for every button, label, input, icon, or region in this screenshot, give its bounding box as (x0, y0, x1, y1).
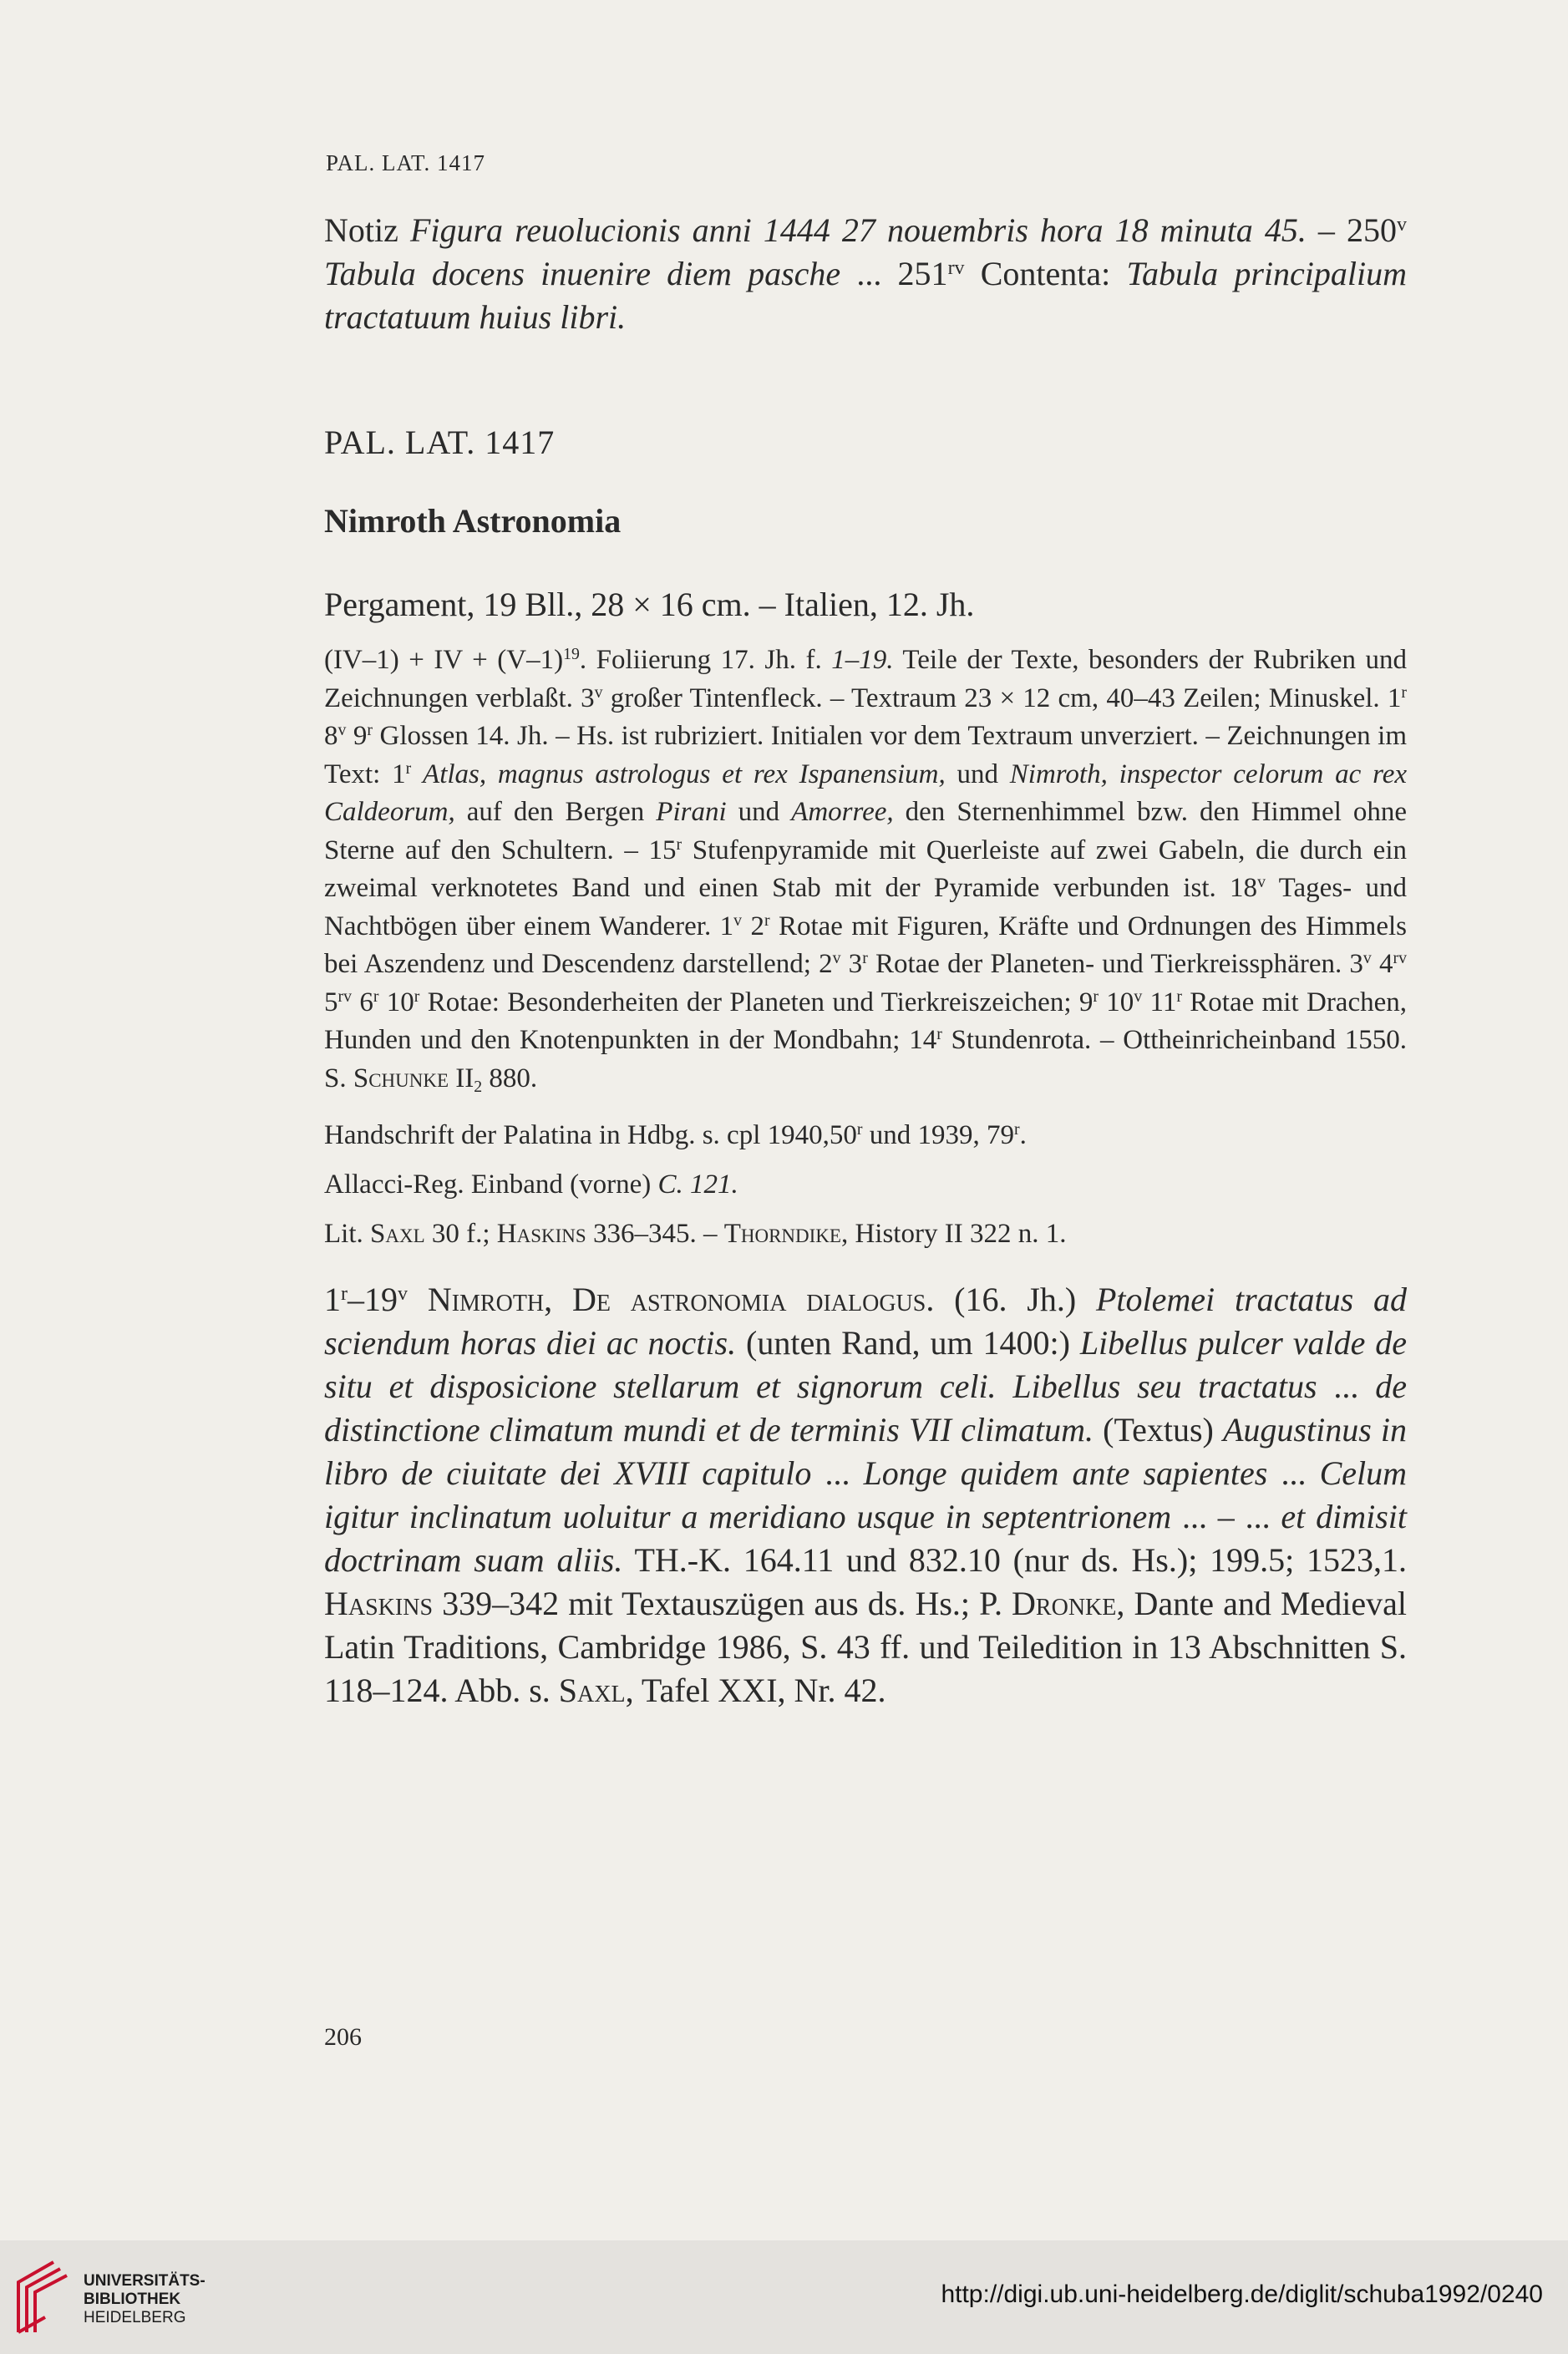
main-italic: Augustinus in libro de ciuitate dei XVIII capitulo (324, 1411, 1407, 1492)
b1-text: Stundenrota. – Ottheinricheinband 1550. S. (324, 1025, 1407, 1093)
b1-text: 9 (346, 721, 368, 751)
folio-sup: r (676, 835, 683, 854)
b1-text: Stufenpyramide mit Querleiste auf zwei Gabeln, die durch ein zweimal verknotetes Band und einen Stab mit der Pyramide verbunden ist. 18 (324, 835, 1407, 903)
author-smallcaps: Dronke (1012, 1585, 1117, 1622)
running-head: PAL. LAT. 1417 (326, 150, 486, 175)
b1-text: 8 (324, 721, 338, 751)
b1-text: Teile der Texte, besonders der Rubriken und Zeichnungen verblaßt. 3 (324, 645, 1407, 713)
physical-description: Pergament, 19 Bll., 28 × 16 cm. – Italien, 12. Jh. (324, 586, 975, 623)
b1-text: und (726, 797, 792, 827)
main-text: ... (1267, 1454, 1320, 1492)
work-title-smallcaps: Nimroth, De astronomia dialogus. (427, 1281, 935, 1318)
author-smallcaps: Saxl (558, 1672, 626, 1709)
folio-sup: r (405, 758, 412, 778)
allacci-text: Allacci-Reg. Einband (vorne) (324, 1169, 658, 1200)
b1-text: Tages- und Nachtbögen über einem Wanderer. 1 (324, 873, 1407, 941)
p1-text: – 250 (1306, 211, 1397, 249)
folio-sup: v (1257, 873, 1266, 892)
main-text: (Textus) (1094, 1411, 1223, 1448)
b1-text: den Sternenhimmel bzw. den Himmel ohne Sterne auf den Schultern. – 15 (324, 797, 1408, 865)
b1-text: 3 (840, 949, 863, 979)
b1-text: (IV–1) + IV + (V–1) (324, 645, 564, 675)
folio-sup: r (367, 721, 373, 740)
author-smallcaps: Thorndike (723, 1219, 841, 1249)
b1-text: 880. (482, 1063, 538, 1093)
allacci-italic: C. 121. (657, 1169, 738, 1200)
volume-sub: 2 (474, 1077, 483, 1096)
b1-italic: Amorree, (791, 797, 894, 827)
folio-sup: r (862, 949, 868, 968)
b1-text: Rotae mit Figuren, Kräfte und Ordnungen des Himmels bei Aszendenz und Descendenz darstellend; 2 (324, 911, 1407, 979)
main-italic: Celum igitur inclinatum uoluitur a meridiano usque in septentrionem (324, 1454, 1408, 1535)
folio-sup: r (341, 1282, 348, 1305)
b1-text: großer Tintenfleck. – Textraum 23 × 12 cm, 40–43 Zeilen; Minuskel. 1 (602, 682, 1402, 713)
page-number: 206 (324, 2023, 362, 2051)
folio-sup: 19 (563, 645, 580, 664)
allacci-note (324, 1166, 1407, 1205)
main-text: , Dante and Medieval Latin Traditions, Cambridge 1986, S. 43 ff. und Teiledition in 13 Abschnitten S. 118–124. Abb. s. (324, 1585, 1407, 1709)
b1-italic: Atlas, magnus astrologus et rex Ispanensium, (423, 758, 946, 789)
lit-text: 336–345. – (586, 1219, 724, 1249)
lit-text: , History II 322 n. 1. (840, 1219, 1067, 1249)
notice-paragraph (324, 209, 1407, 339)
main-text: (16. Jh.) (934, 1281, 1096, 1318)
folio-sup: r (1093, 987, 1099, 1006)
folio-sup: rv (1393, 949, 1407, 968)
main-text: (unten Rand, um 1400:) (736, 1324, 1080, 1362)
main-italic: Longe quidem ante sapientes (863, 1454, 1268, 1492)
hand-text: Handschrift der Palatina in Hdbg. s. cpl 1940,50 (324, 1120, 857, 1150)
main-text (408, 1281, 428, 1318)
folio-sup: r (373, 987, 379, 1006)
b1-text: 6 (351, 987, 373, 1017)
b1-text: Rotae: Besonderheiten der Planeten und Tierkreiszeichen; 9 (419, 987, 1094, 1017)
shelfmark-heading: PAL. LAT. 1417 (324, 424, 556, 461)
main-text: 1 (324, 1281, 341, 1318)
main-text: TH.-K. 164.11 und 832.10 (nur ds. Hs.); 199.5; 1523,1. (622, 1541, 1407, 1579)
folio-sup: r (414, 987, 420, 1006)
p1-italic: Figura reuolucionis anni 1444 27 nouembris hora 18 minuta 45. (409, 211, 1307, 249)
folio-sup: v (832, 949, 841, 968)
folio-sup: r (1176, 987, 1182, 1006)
folio-sup: v (1362, 949, 1372, 968)
b1-text: Rotae der Planeten- und Tierkreissphären. 3 (867, 949, 1363, 979)
folio-sup: r (936, 1025, 942, 1044)
library-logo-text (84, 2272, 206, 2327)
palatina-note (324, 1117, 1407, 1155)
folio-sup: r (764, 911, 770, 930)
b1-text: . Foliierung 17. Jh. f. (579, 645, 832, 675)
b1-text: und (945, 758, 1010, 789)
folio-sup: v (398, 1282, 408, 1305)
b1-italic: Nimroth, inspector celorum ac rex Caldeorum, (324, 758, 1408, 827)
folio-sup: r (1013, 1120, 1020, 1139)
folio-sup: rv (337, 987, 352, 1006)
author-smallcaps: Saxl (370, 1219, 425, 1249)
b1-text: 10 (378, 987, 414, 1017)
b1-text: Rotae mit Drachen, Hunden und den Knotenpunkten in der Mondbahn; 14 (324, 987, 1407, 1055)
b1-text: 5 (324, 987, 338, 1017)
literature-note (324, 1215, 1407, 1254)
manuscript-title: Nimroth Astronomia (324, 502, 622, 540)
b1-text: 11 (1142, 987, 1177, 1017)
folio-sup: v (1134, 987, 1143, 1006)
folio-sup: v (594, 682, 603, 702)
hand-text: . (1019, 1120, 1027, 1150)
p1-italic: Tabula docens inuenire diem pasche (324, 255, 841, 292)
p1-text: ... 251 (840, 255, 948, 292)
main-text: ... (1317, 1367, 1376, 1405)
main-text: , Tafel XXI, Nr. 42. (625, 1672, 886, 1709)
p1-text: Notiz (324, 211, 410, 249)
lit-text: Lit. (324, 1219, 370, 1249)
main-italic: et dimisit doctrinam suam aliis. (324, 1498, 1407, 1579)
folio-sup: r (856, 1120, 863, 1139)
codicology-paragraph (324, 642, 1407, 1098)
author-smallcaps: Haskins (496, 1219, 586, 1249)
b1-text: 2 (742, 911, 764, 941)
b1-text: 4 (1371, 949, 1393, 979)
contents-paragraph (324, 1278, 1407, 1712)
main-italic: de distinctione climatum mundi et de terminis VII climatum. (324, 1367, 1407, 1448)
logo-line: HEIDELBERG (84, 2309, 186, 2326)
permalink-url[interactable]: http://digi.ub.uni-heidelberg.de/diglit/schuba1992/0240 (941, 2280, 1543, 2308)
main-text: –19 (348, 1281, 398, 1318)
lit-text: 30 f.; (424, 1219, 497, 1249)
p1-italic: Tabula principalium tractatuum huius libri. (324, 255, 1408, 336)
b1-text (411, 759, 423, 789)
b1-italic: Pirani (656, 797, 727, 827)
main-text: ... – ... (1171, 1498, 1281, 1535)
hand-text: und 1939, 79 (862, 1120, 1014, 1150)
folio-sup: v (337, 721, 347, 740)
folio-sup: rv (947, 256, 965, 279)
author-smallcaps: Haskins (324, 1585, 434, 1622)
logo-line: UNIVERSITÄTS- (84, 2272, 206, 2290)
p1-text: Contenta: (964, 255, 1127, 292)
b1-text: auf den Bergen (454, 797, 657, 827)
author-smallcaps: Schunke (353, 1063, 449, 1093)
main-text: ... (811, 1454, 864, 1492)
b1-text: Glossen 14. Jh. – Hs. ist rubriziert. Initialen vor dem Textraum unverziert. – Zeichnungen im Text: 1 (324, 721, 1407, 789)
b1-text: 10 (1098, 987, 1134, 1017)
b1-text: II (449, 1063, 474, 1093)
main-italic: Libellus pulcer valde de situ et disposicione stellarum et signorum celi. Libellus seu tractatus (324, 1324, 1407, 1405)
main-text: 339–342 mit Textauszügen aus ds. Hs.; P. (433, 1585, 1012, 1622)
library-logo-icon (12, 2257, 70, 2337)
b1-italic: 1–19. (831, 645, 894, 675)
folio-sup: r (1401, 682, 1407, 702)
folio-sup: v (1397, 213, 1407, 236)
main-italic: Ptolemei tractatus ad sciendum horas diei ac noctis. (324, 1281, 1407, 1362)
logo-line: BIBLIOTHEK (84, 2291, 181, 2308)
folio-sup: v (733, 911, 743, 930)
